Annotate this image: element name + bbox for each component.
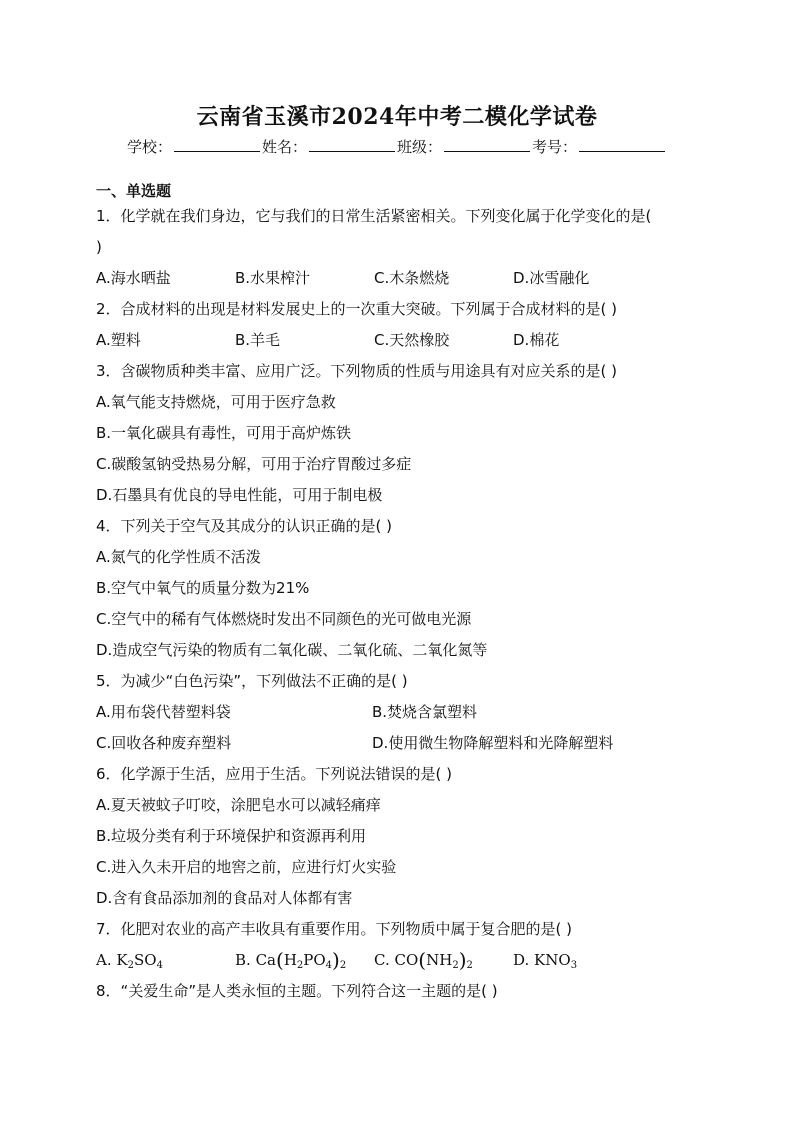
option-a[interactable]: A.氧气能支持燃烧，可用于医疗急救 xyxy=(96,393,336,411)
option-b[interactable]: B.焚烧含氯塑料 xyxy=(372,703,478,721)
question-stem: 2．合成材料的出现是材料发展史上的一次重大突破。下列属于合成材料的是( ) xyxy=(96,300,618,318)
option-row xyxy=(96,267,706,298)
question-stem: 1．化学就在我们身边，它与我们的日常生活紧密相关。下列变化属于化学变化的是( xyxy=(96,207,652,225)
option-d[interactable]: D.棉花 xyxy=(513,331,560,349)
option-a[interactable]: A. $K_2SO_4$ xyxy=(96,951,163,971)
option-d[interactable]: D.石墨具有优良的导电性能，可用于制电极 xyxy=(96,486,383,504)
student-info-line xyxy=(0,136,794,157)
option-d[interactable]: D.使用微生物降解塑料和光降解塑料 xyxy=(372,734,614,752)
option-c[interactable]: C.碳酸氢钠受热易分解，可用于治疗胃酸过多症 xyxy=(96,455,412,473)
option-b[interactable]: B.一氧化碳具有毒性，可用于高炉炼铁 xyxy=(96,424,352,442)
number-label: 考号： xyxy=(532,138,578,156)
class-blank[interactable] xyxy=(444,137,530,152)
option-d[interactable]: D. $KNO_3$ xyxy=(513,951,578,971)
number-blank[interactable] xyxy=(579,137,665,152)
option-row xyxy=(96,329,706,360)
option-d[interactable]: D.冰雪融化 xyxy=(513,269,590,287)
question-stem: 7．化肥对农业的高产丰收具有重要作用。下列物质中属于复合肥的是( ) xyxy=(96,920,573,938)
option-b[interactable]: B.水果榨汁 xyxy=(235,269,311,287)
name-blank[interactable] xyxy=(309,137,395,152)
option-b[interactable]: B.垃圾分类有利于环境保护和资源再利用 xyxy=(96,827,367,845)
option-b[interactable]: B.空气中氧气的质量分数为21% xyxy=(96,579,310,597)
school-blank[interactable] xyxy=(174,137,260,152)
option-d[interactable]: D.含有食品添加剂的食品对人体都有害 xyxy=(96,889,353,907)
option-row xyxy=(96,732,706,763)
option-c[interactable]: C.回收各种废弃塑料 xyxy=(96,734,232,752)
option-row xyxy=(96,949,706,980)
school-label: 学校： xyxy=(126,138,172,156)
section-heading: 一、单选题 xyxy=(96,182,172,200)
option-a[interactable]: A.用布袋代替塑料袋 xyxy=(96,703,231,721)
question-stem: 3．含碳物质种类丰富、应用广泛。下列物质的性质与用途具有对应关系的是( ) xyxy=(96,362,618,380)
option-c[interactable]: C.空气中的稀有气体燃烧时发出不同颜色的光可做电光源 xyxy=(96,610,472,628)
question-stem-end: ) xyxy=(96,238,102,256)
page-title: 云南省玉溪市2024年中考二模化学试卷 xyxy=(196,104,598,130)
name-label: 姓名： xyxy=(261,138,307,156)
question-stem: 4．下列关于空气及其成分的认识正确的是( ) xyxy=(96,517,393,535)
option-row xyxy=(96,701,706,732)
option-c[interactable]: C. $CO(NH_2)_2$ xyxy=(374,948,473,972)
option-c[interactable]: C.天然橡胶 xyxy=(374,331,450,349)
class-label: 班级： xyxy=(397,138,443,156)
option-b[interactable]: B.羊毛 xyxy=(235,331,281,349)
option-a[interactable]: A.海水晒盐 xyxy=(96,269,171,287)
option-a[interactable]: A.氮气的化学性质不活泼 xyxy=(96,548,261,566)
option-a[interactable]: A.塑料 xyxy=(96,331,141,349)
option-d[interactable]: D.造成空气污染的物质有二氧化碳、二氧化硫、二氧化氮等 xyxy=(96,641,488,659)
question-stem: 6．化学源于生活，应用于生活。下列说法错误的是( ) xyxy=(96,765,453,783)
option-c[interactable]: C.木条燃烧 xyxy=(374,269,450,287)
option-a[interactable]: A.夏天被蚊子叮咬，涂肥皂水可以减轻痛痒 xyxy=(96,796,381,814)
option-c[interactable]: C.进入久未开启的地窖之前，应进行灯火实验 xyxy=(96,858,397,876)
questions xyxy=(96,205,706,1011)
question-stem: 5．为减少“白色污染”，下列做法不正确的是( ) xyxy=(96,672,408,690)
question-stem: 8．“关爱生命”是人类永恒的主题。下列符合这一主题的是( ) xyxy=(96,982,498,1000)
option-b[interactable]: B. $Ca(H_2PO_4)_2$ xyxy=(235,948,347,972)
